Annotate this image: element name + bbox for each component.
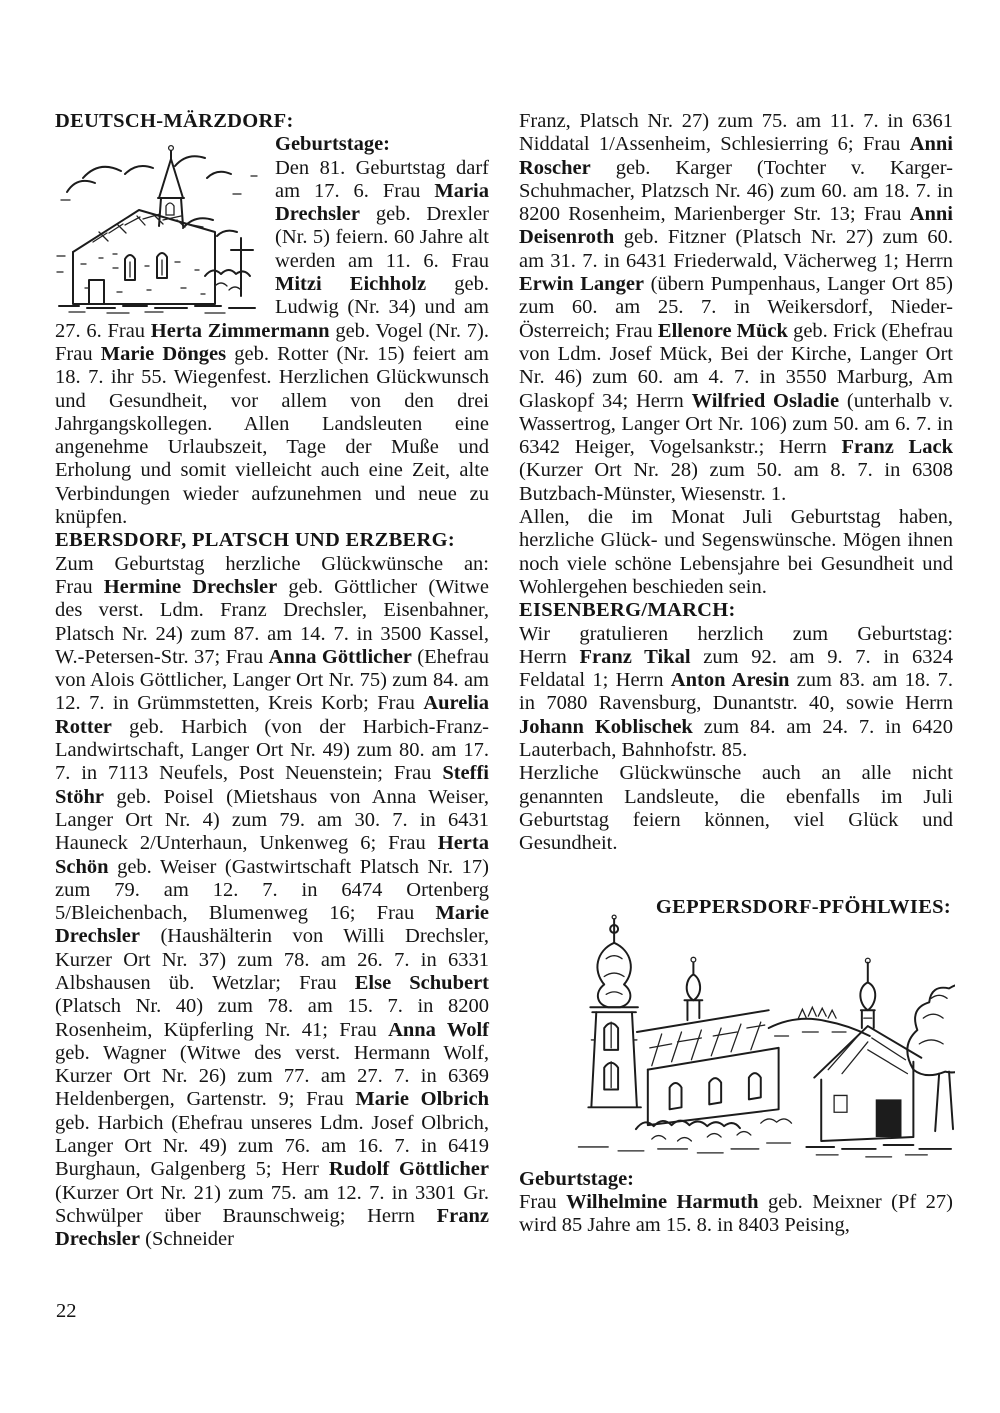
ebersdorf-paragraph: Frau Hermine Drechsler geb. Göttlicher (Witwe des verst. Ldm. Franz Drechsler, Eisenbahner, Platsch Nr. 24) zum 87. am 14. 7. in 3500 Kassel, W.-Petersen-Str. 37; Frau Anna Göttlicher (Ehefrau von Alois Göttlicher, Langer Ort Nr. 75) zum 84. am 12. 7. in Grümmstetten, Kreis Korb; Frau Aurelia Rotter geb. Harbich (von der Harbich-Franz-Landwirtschaft, Langer Ort Nr. 49) zum 80. am 17. 7. in 7113 Neufels, Post Neuenstein; Frau Steffi Stöhr geb. Poisel (Mietshaus von Anna Weiser, Langer Ort Nr. 4) zum 79. am 30. 7. in 6431 Hauneck 2/Unterhaun, Unkenweg 6; Frau Herta Schön geb. Weiser (Gastwirtschaft Platsch Nr. 17) zum 79. am 12. 7. in 6474 Ortenberg 5/Bleichenbach, Blumenweg 16; Frau Marie Drechsler (Haushälterin von Willi Drechsler, Kurzer Ort Nr. 37) zum 78. am 26. 7. in 6331 Albshausen üb. Wetzlar; Frau Else Schubert (Platsch Nr. 40) zum 78. am 15. 7. in 8200 Rosenheim, Küpferling Nr. 41; Frau Anna Wolf geb. Wagner (Witwe des verst. Hermann Wolf, Kurzer Ort Nr. 26) zum 77. am 27. 7. in 6369 Heldenbergen, Gartenstr. 9; Frau Marie Olbrich geb. Harbich (Ehefrau unseres Ldm. Josef Olbrich, Langer Ort Nr. 49) zum 76. am 16. 7. in 6419 Burghaun, Galgenberg 5; Herr Rudolf Göttlicher (Kurzer Ort Nr. 21) zum 75. am 12. 7. in 3301 Gr. Schwülper über Braunschweig; Herrn Franz Drechsler (Schneider [55,575,490,1251]
eisenberg-paragraph: Herrn Franz Tikal zum 92. am 9. 7. in 6324 Feldatal 1; Herrn Anton Aresin zum 83. am 18. 7. in 7080 Ravensburg, Dunantstr. 40, sowie Herrn Johann Koblischek zum 84. am 24. 7. in 6420 Lauterbach, Bahnhofstr. 85. [519,645,953,762]
page-number: 22 [56,1300,77,1322]
ebersdorf-intro-line: Zum Geburtstag herzliche Glückwünsche an: [55,552,489,575]
two-churches-sketch-illustration [519,895,955,1168]
section-heading-ebersdorf: EBERSDORF, PLATSCH UND ERZBERG: [55,529,456,552]
geppersdorf-subheading-geburtstage: Geburtstage: [519,1167,635,1190]
right-column [519,110,953,1252]
eisenberg-wishes-paragraph: Herzliche Glückwünsche auch an alle nicht genannten Landsleute, die ebenfalls im Juli Geburtstag feiern können, viel Glück und Gesundheit. [519,762,953,855]
village-church-sketch-illustration [55,136,268,314]
ebersdorf-paragraph-continuation: Franz, Platsch Nr. 27) zum 75. am 11. 7. in 6361 Niddatal 1/Assenheim, Schlesierring 6; Frau Anni Roscher geb. Karger (Tochter v. Karger-Schuhmacher, Platzsch Nr. 46) zum 60. am 18. 7. in 8200 Rosenheim, Marienberger Str. 13; Frau Anni Deisenroth geb. Fitzner (Platsch Nr. 27) zum 60. am 31. 7. in 6431 Friederwald, Vächerweg 1; Herrn Erwin Langer (übern Pumpenhaus, Langer Ort 85) zum 60. am 25. 7. in Weikersdorf, Nieder-Österreich; Frau Ellenore Mück geb. Frick (Ehefrau von Ldm. Josef Mück, Bei der Kirche, Langer Ort Nr. 46) zum 60. am 4. 7. in 3550 Marburg, Am Glaskopf 34; Herrn Wilfried Osladie (unterhalb v. Wassertrog, Langer Ort Nr. 106) zum 50. am 6. 7. in 6342 Heiger, Vogelsankstr.; Herrn Franz Lack (Kurzer Ort Nr. 28) zum 50. am 8. 7. in 6308 Butzbach-Münster, Wiesenstr. 1. [519,110,954,505]
section-heading-deutsch-maerzdorf: DEUTSCH-MÄRZDORF: [55,110,294,132]
section-heading-geppersdorf: GEPPERSDORF-PFÖHLWIES: [655,895,951,918]
eisenberg-intro-line: Wir gratulieren herzlich zum Geburtstag: [519,622,953,645]
two-column-layout [55,110,953,1252]
geppersdorf-illustration-block [519,896,953,1168]
july-wishes-paragraph: Allen, die im Monat Juli Geburtstag haben, herzliche Glück- und Segenswünsche. Mögen ihnen noch viele schöne Lebensjahre bei Gesundheit und Wohlergehen beschieden sein. [519,506,953,598]
deutsch-maerzdorf-paragraph: Den 81. Geburtstag darf am 17. 6. Frau Maria Drechsler geb. Drexler (Nr. 5) feiern. 60 Jahre alt werden am 11. 6. Frau Mitzi Eichholz geb. Ludwig (Nr. 34) und am 27. 6. Frau Herta Zimmermann geb. Vogel (Nr. 7). Frau Marie Dönges geb. Rotter (Nr. 15) feiert am 18. 7. ihr 55. Wiegenfest. Herzlichen Glückwunsch und Gesundheit, vor allem von den drei Jahrgangskollegen. Allen Landsleuten eine angenehme Urlaubszeit, Tage der Muße und Erholung und somit vielleicht auch eine Zeit, alte Verbindungen wieder aufzunehmen und neue zu knüpfen. [55,156,490,529]
section-heading-eisenberg: EISENBERG/MARCH: [519,599,736,622]
geppersdorf-paragraph: Frau Wilhelmine Harmuth geb. Meixner (Pf 27) wird 85 Jahre am 15. 8. in 8403 Peising, [519,1190,953,1237]
subheading-geburtstage: Geburtstage: [275,133,391,156]
deutsch-maerzdorf-body [55,133,489,529]
left-column [55,110,489,1252]
